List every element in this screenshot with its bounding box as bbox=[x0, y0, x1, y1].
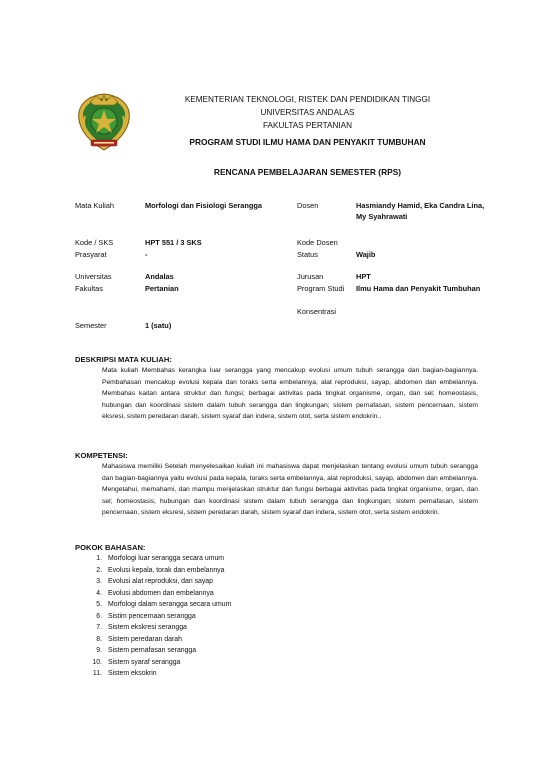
list-number: 11. bbox=[92, 670, 102, 678]
header-university bbox=[140, 107, 475, 119]
value-universitas: Andalas bbox=[145, 272, 174, 281]
list-item bbox=[80, 645, 231, 657]
value-prasyarat: - bbox=[145, 250, 148, 259]
list-number: 2. bbox=[96, 566, 102, 574]
list-item bbox=[80, 611, 231, 623]
value-program-studi: Ilmu Hama dan Penyakit Tumbuhan bbox=[356, 284, 481, 293]
value-jurusan: HPT bbox=[356, 272, 371, 281]
list-item-text: Sistem eksokrin bbox=[108, 670, 157, 678]
list-number: 5. bbox=[96, 601, 102, 609]
label-jurusan: Jurusan bbox=[297, 272, 324, 281]
label-kode-dosen: Kode Dosen bbox=[297, 238, 338, 247]
label-kode: Kode / SKS bbox=[75, 238, 114, 247]
label-program-studi: Program Studi bbox=[297, 284, 345, 293]
list-item-text: Evolusi kepala, torak dan embelannya bbox=[108, 566, 225, 574]
list-item-text: Evolusi alat reproduksi, dan sayap bbox=[108, 578, 213, 586]
list-item bbox=[80, 588, 231, 600]
list-item bbox=[80, 668, 231, 680]
program-name: PROGRAM STUDI ILMU HAMA DAN PENYAKIT TUMBUHAN bbox=[189, 137, 426, 147]
value-dosen: Hasmiandy Hamid, Eka Candra Lina, My Syahrawati bbox=[356, 201, 485, 222]
list-item-text: Sistem pernafasan serangga bbox=[108, 647, 197, 655]
list-item-text: Morfologi luar serangga secara umum bbox=[108, 555, 225, 562]
list-number: 8. bbox=[96, 635, 102, 643]
header-doc-title bbox=[140, 166, 475, 178]
list-item bbox=[80, 599, 231, 611]
list-number: 1. bbox=[96, 555, 102, 562]
list-number: 9. bbox=[96, 647, 102, 655]
label-universitas: Universitas bbox=[75, 272, 112, 281]
kompetensi-text: Mahasiswa memiliki Setelah menyelesaikan kuliah ini mahasiswa dapat menjelaskan tentang evolusi umum tubuh serangga dan bagian-bagiannya yaitu evolusi pada kepala, toraks serta embelannya, alat reproduksi, sayap, abdomen dan embelannya. Mengetahui, memahami, dan mampu menjelaskan struktur dan fungsi berbagai aktivitas pada tingkat organisme, organ, dan sel; homeostasis, hubungan dan koordinasi sistem dalam tubuh serangga dan lingkungan; sistem pernafasan, sistem pencernaan, sistem eksresi, sistem peredaran darah, sistem syaraf dan indera, sistem otot, serta sistem endokrin. bbox=[102, 463, 478, 516]
faculty-name: FAKULTAS PERTANIAN bbox=[262, 121, 353, 130]
list-item-text: Morfologi dalam serangga secara umum bbox=[108, 601, 232, 609]
deskripsi-text: Mata kuliah Membahas kerangka luar serangga yang mencakup evolusi umum tubuh serangga dan bagian-bagiannya. Pembahasan mencakup evolusi kepala dan toraks serta embelannya, alat reproduksi, sayap, abdomen dan embelannya. Membahas kaitan antara struktur dan fungsi; berbagai aktivitas pada tingkat organisme, organ, dan sel; homeostasis, hubungan dan koordinasi sistem dalam tubuh serangga dan lingkungan; sistem pernafasan, sistem pencernaan, sistem eksresi, sistem peredaran darah, sistem syaraf dan indera, sistem otot, serta sistem endokrin.. bbox=[102, 367, 478, 420]
list-item bbox=[80, 634, 231, 646]
label-dosen: Dosen bbox=[297, 201, 319, 210]
value-mata-kuliah: Morfologi dan Fisiologi Serangga bbox=[145, 201, 263, 210]
label-fakultas: Fakultas bbox=[75, 284, 103, 293]
value-fakultas: Pertanian bbox=[145, 284, 179, 293]
list-number: 6. bbox=[96, 612, 102, 620]
list-item-text: Sistem peredaran darah bbox=[108, 635, 182, 643]
list-item bbox=[80, 565, 231, 577]
value-semester: 1 (satu) bbox=[145, 321, 172, 330]
list-number: 4. bbox=[96, 589, 102, 597]
label-prasyarat: Prasyarat bbox=[75, 250, 107, 259]
list-item bbox=[80, 622, 231, 634]
list-item-text: Sistem syaraf serangga bbox=[108, 658, 181, 666]
header-faculty bbox=[140, 120, 475, 132]
value-kode: HPT 551 / 3 SKS bbox=[145, 238, 202, 247]
list-item-text: Evolusi abdomen dan embelannya bbox=[108, 589, 214, 597]
list-item-text: Sistem ekskresi serangga bbox=[108, 624, 187, 632]
university-logo bbox=[76, 92, 132, 152]
list-number: 3. bbox=[96, 578, 102, 586]
list-number: 10. bbox=[92, 658, 102, 666]
label-mata-kuliah: Mata Kuliah bbox=[75, 201, 115, 210]
document-title: RENCANA PEMBELAJARAN SEMESTER (RPS) bbox=[213, 167, 402, 177]
section-title-kompetensi: KOMPETENSI: bbox=[75, 451, 128, 460]
label-konsentrasi: Konsentrasi bbox=[297, 307, 337, 316]
label-semester: Semester bbox=[75, 321, 107, 330]
list-item bbox=[80, 576, 231, 588]
list-item bbox=[80, 553, 231, 565]
university-name: UNIVERSITAS ANDALAS bbox=[260, 108, 355, 117]
section-title-pokok-bahasan: POKOK BAHASAN: bbox=[75, 543, 146, 552]
label-status: Status bbox=[297, 250, 318, 259]
ministry-name: KEMENTERIAN TEKNOLOGI, RISTEK DAN PENDIDIKAN TINGGI bbox=[184, 95, 431, 104]
list-number: 7. bbox=[96, 624, 102, 632]
header-ministry bbox=[140, 94, 475, 106]
value-status: Wajib bbox=[356, 250, 376, 259]
pokok-bahasan-list bbox=[80, 553, 231, 680]
list-item bbox=[80, 657, 231, 669]
list-item-text: Sistim pencernaan serangga bbox=[108, 612, 196, 620]
header-program bbox=[140, 136, 475, 148]
section-title-deskripsi: DESKRIPSI MATA KULIAH: bbox=[75, 355, 172, 364]
